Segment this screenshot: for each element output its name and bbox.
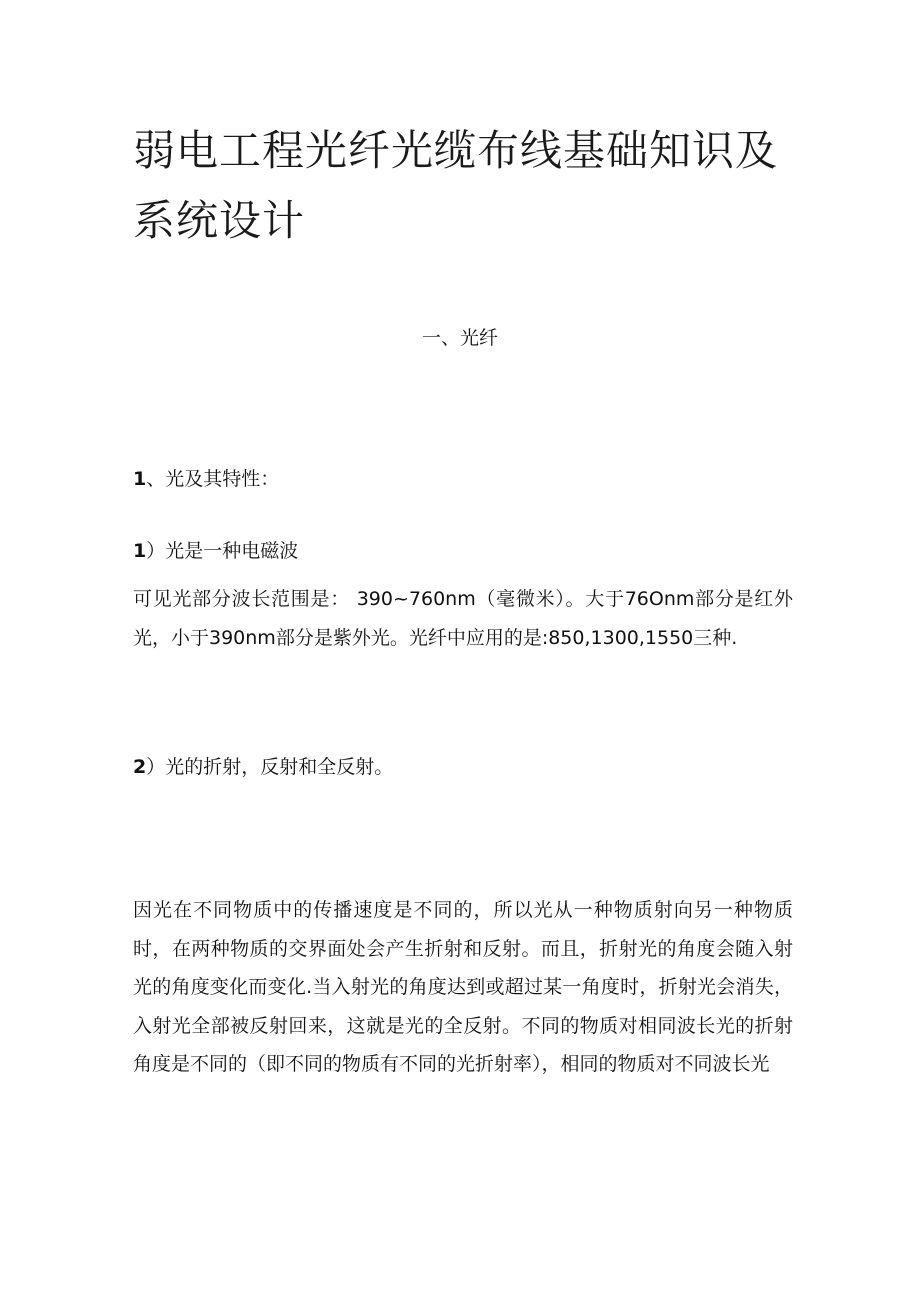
subheading-light-properties xyxy=(133,466,279,492)
list-item-refraction xyxy=(133,754,393,780)
subheading-number: 1 xyxy=(133,468,147,490)
paragraph-visible-light: 可见光部分波长范围是： 390~760nm（毫微米）。大于76Onm部分是红外光，小于390nm部分是紫外光。光纤中应用的是:850,1300,1550三种. xyxy=(133,588,793,649)
list-item-text: ）光是一种电磁波 xyxy=(146,540,299,562)
list-item-number: 2 xyxy=(133,756,147,778)
document-title: 弱电工程光纤光缆布线基础知识及系统设计 xyxy=(133,126,779,245)
list-item-electromagnetic-wave xyxy=(133,538,298,564)
list-item-text: ）光的折射，反射和全反射。 xyxy=(146,756,394,778)
subheading-text: 、光及其特性： xyxy=(146,468,280,490)
list-item-number: 1 xyxy=(133,540,147,562)
paragraph-total-reflection: 因光在不同物质中的传播速度是不同的，所以光从一种物质射向另一种物质时，在两种物质的交界面处会产生折射和反射。而且，折射光的角度会随入射光的角度变化而变化.当入射光的角度达到或超过某一角度时，折射光会消失，入射光全部被反射回来，这就是光的全反射。不同的物质对相同波长光的折射角度是不同的（即不同的物质有不同的光折射率），相同的物质对不同波长光 xyxy=(133,899,793,1076)
section-heading xyxy=(0,325,920,351)
section-heading-text: 一、光纤 xyxy=(421,327,498,349)
